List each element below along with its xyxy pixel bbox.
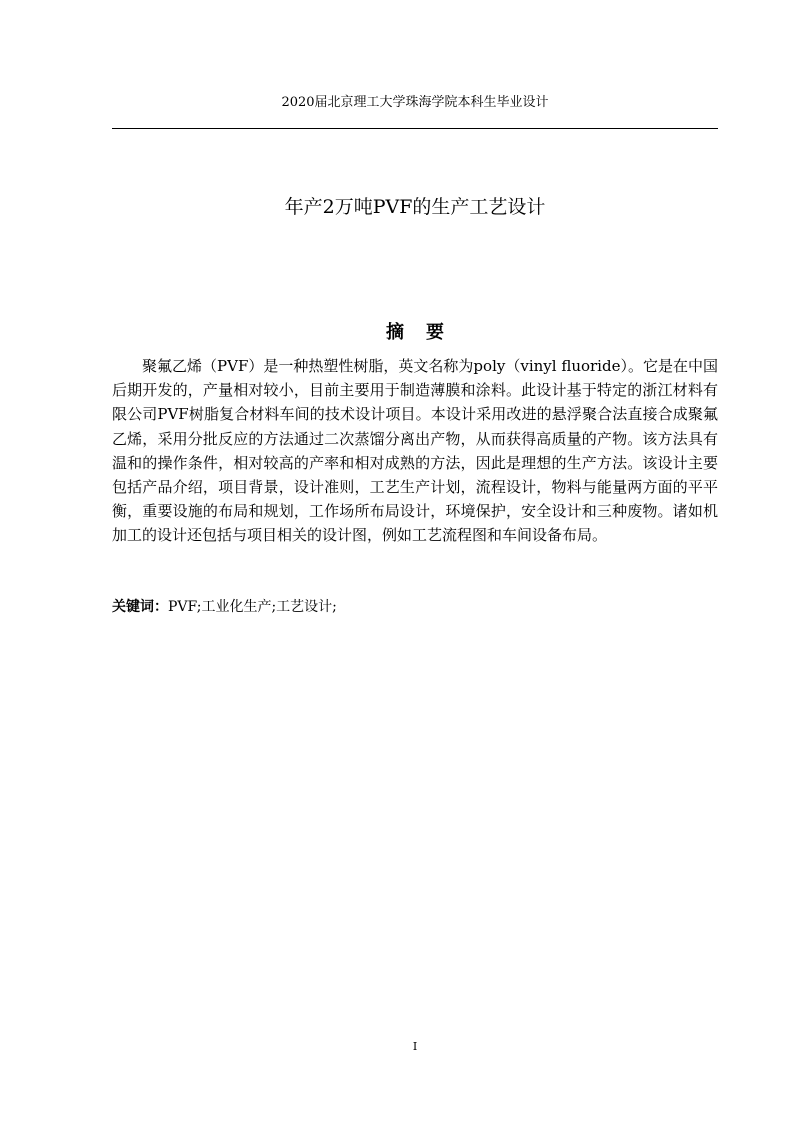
abstract-heading: 摘要: [386, 322, 466, 343]
abstract-body: 聚氟乙烯（PVF）是一种热塑性树脂，英文名称为poly（vinyl fluoride）。它是在中国后期开发的，产量相对较小，目前主要用于制造薄膜和涂料。此设计基于特定的浙江材料有限公司PVF树脂复合材料车间的技术设计项目。本设计采用改进的悬浮聚合法直接合成聚氟乙烯，采用分批反应的方法通过二次蒸馏分离出产物，从而获得高质量的产物。该方法具有温和的操作条件，相对较高的产率和相对成熟的方法，因此是理想的生产方法。该设计主要包括产品介绍，项目背景，设计准则，工艺生产计划，流程设计，物料与能量两方面的平平衡，重要设施的布局和规划，工作场所布局设计，环境保护，安全设计和三种废物。诸如机加工的设计还包括与项目相关的设计图，例如工艺流程图和车间设备布局。: [112, 357, 718, 545]
keywords-label: 关键词：: [112, 599, 168, 615]
keywords-line: [112, 596, 718, 618]
page-header: 2020届北京理工大学珠海学院本科生毕业设计: [281, 95, 549, 110]
header-divider: [112, 128, 718, 129]
keywords-value: PVF;工业化生产;工艺设计;: [168, 599, 337, 615]
document-title: 年产2万吨PVF的生产工艺设计: [284, 196, 546, 218]
page-number: I: [412, 1040, 418, 1053]
